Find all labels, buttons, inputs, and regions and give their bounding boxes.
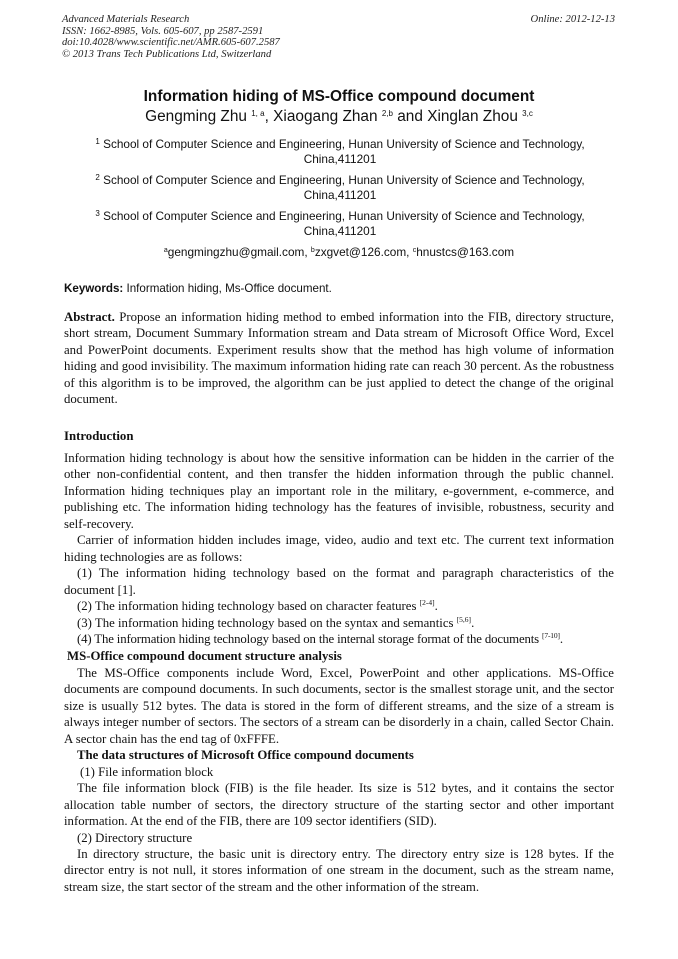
- email-address[interactable]: gengmingzhu@gmail.com: [167, 245, 305, 259]
- author-affil-mark: 2,b: [381, 109, 393, 118]
- subsection-heading: The data structures of Microsoft Office compound documents: [77, 748, 414, 763]
- author-name: Gengming Zhu: [145, 108, 247, 125]
- tech-list-item: [64, 631, 614, 647]
- tech-list-item: [64, 615, 614, 631]
- paper-title: Information hiding of MS-Office compound document: [143, 88, 535, 105]
- citation: [7-10]: [542, 630, 560, 640]
- email-address[interactable]: hnustcs@163.com: [416, 245, 515, 259]
- section-heading-introduction: Introduction: [64, 429, 134, 443]
- affiliation-number: 3: [95, 209, 100, 218]
- keywords-label: Keywords:: [64, 282, 124, 295]
- affiliation-3: [66, 209, 614, 239]
- abstract-text: Propose an information hiding method to embed information into the FIB, directory structure, short stream, Document Summary Information stream and Data stream of Microsoft Office Word, Excel and PowerPoint documents. Experiment results show that the method has high volume of information hiding and good invisibility. The maximum information hiding rate can reach 30 percent. As the robustness of this algorithm is to be improved, the algorithm can be just applied to detect the change of the original document.: [64, 310, 614, 407]
- journal-name: Advanced Materials Research: [62, 14, 190, 25]
- subsection-item-title: (2) Directory structure: [77, 830, 193, 845]
- abstract-label: Abstract.: [64, 310, 115, 324]
- affiliation-number: 2: [95, 173, 100, 182]
- journal-header: [62, 14, 280, 60]
- section-paragraph: The file information block (FIB) is the file header. Its size is 512 bytes, and it contains the sector allocation table number of sectors, the directory structure of the starting sector and other important information. At the end of the FIB, there are 109 sector identifiers (SID).: [64, 781, 614, 829]
- period: .: [434, 599, 438, 614]
- citation: [2-4]: [419, 598, 435, 608]
- email-separator: ,: [406, 245, 413, 259]
- author-separator: ,: [264, 108, 274, 125]
- list-item-text: (4) The information hiding technology based on the internal storage format of the documents: [77, 631, 543, 646]
- intro-paragraph: Carrier of information hidden includes image, video, audio and text etc. The current text information hiding technologies are as follows:: [64, 533, 614, 564]
- affiliation-country: China,411201: [303, 188, 377, 202]
- author-name: Xinglan Zhou: [427, 108, 518, 125]
- period: .: [559, 631, 563, 646]
- online-date: Online: 2012-12-13: [530, 14, 615, 25]
- introduction-body: [64, 450, 614, 647]
- subsection-item-title: (1) File information block: [80, 764, 214, 779]
- intro-paragraph: Information hiding technology is about how the sensitive information can be hidden in the carrier of the other non-confidential content, and then transfer the hidden information through the public channel. Information hiding techniques play an important role in the military, e-government, e-commerce, and publishing etc. The information hiding technology has the features of invisible, robustness, security and self-recovery.: [64, 451, 614, 531]
- affiliation-1: [66, 137, 614, 167]
- email-mark: c: [412, 247, 417, 254]
- tech-list-item: [64, 598, 614, 614]
- structure-analysis-body: [64, 665, 614, 895]
- citation: [5,6]: [456, 614, 472, 624]
- author-name: Xiaogang Zhan: [273, 108, 378, 125]
- email-list: [0, 245, 678, 260]
- email-mark: a: [163, 247, 168, 254]
- affiliation-text: School of Computer Science and Engineering, Hunan University of Science and Technology,: [103, 209, 585, 223]
- email-mark: b: [310, 247, 315, 254]
- affiliation-text: School of Computer Science and Engineering, Hunan University of Science and Technology,: [103, 137, 585, 151]
- author-list: [0, 108, 678, 126]
- email-separator: ,: [304, 245, 311, 259]
- section-heading-structure-analysis: MS-Office compound document structure analysis: [67, 649, 342, 663]
- list-item-text: (2) The information hiding technology based on character features: [77, 599, 420, 614]
- abstract: [64, 309, 614, 408]
- keywords-text: Information hiding, Ms-Office document.: [123, 282, 332, 295]
- affiliation-number: 1: [95, 137, 100, 146]
- issn-line: ISSN: 1662-8985, Vols. 605-607, pp 2587-2591: [62, 25, 264, 37]
- period: .: [471, 615, 475, 630]
- author-affil-mark: 3,c: [522, 109, 533, 118]
- affiliation-2: [66, 173, 614, 203]
- list-item-text: (3) The information hiding technology based on the syntax and semantics: [77, 615, 457, 630]
- tech-list-item: (1) The information hiding technology based on the format and paragraph characteristics of the document [1].: [64, 566, 614, 597]
- author-affil-mark: 1, a: [251, 109, 265, 118]
- section-paragraph: The MS-Office components include Word, Excel, PowerPoint and other applications. MS-Office documents are compound documents. In such documents, sector is the smallest storage unit, and the sector size is usually 512 bytes. The data is stored in the form of different streams, and the size of a stream is always integer number of sectors. The sectors of a stream can be disorderly in a chain, called Sector Chain. A sector chain has the end tag of 0xFFFE.: [64, 666, 614, 746]
- doi-line: doi:10.4028/www.scientific.net/AMR.605-607.2587: [62, 37, 280, 49]
- affiliation-country: China,411201: [303, 152, 377, 166]
- affiliation-country: China,411201: [303, 224, 377, 238]
- keywords: [64, 282, 332, 296]
- copyright-line: © 2013 Trans Tech Publications Ltd, Switzerland: [62, 48, 272, 60]
- author-separator: and: [392, 108, 428, 125]
- section-paragraph: In directory structure, the basic unit is directory entry. The directory entry size is 128 bytes. If the director entry is not null, it stores information of one stream in the document, such as the stream name, stream size, the start sector of the stream and the other information of the stream.: [64, 846, 614, 894]
- affiliation-text: School of Computer Science and Engineering, Hunan University of Science and Technology,: [103, 173, 585, 187]
- email-address[interactable]: zxgvet@126.com: [314, 245, 407, 259]
